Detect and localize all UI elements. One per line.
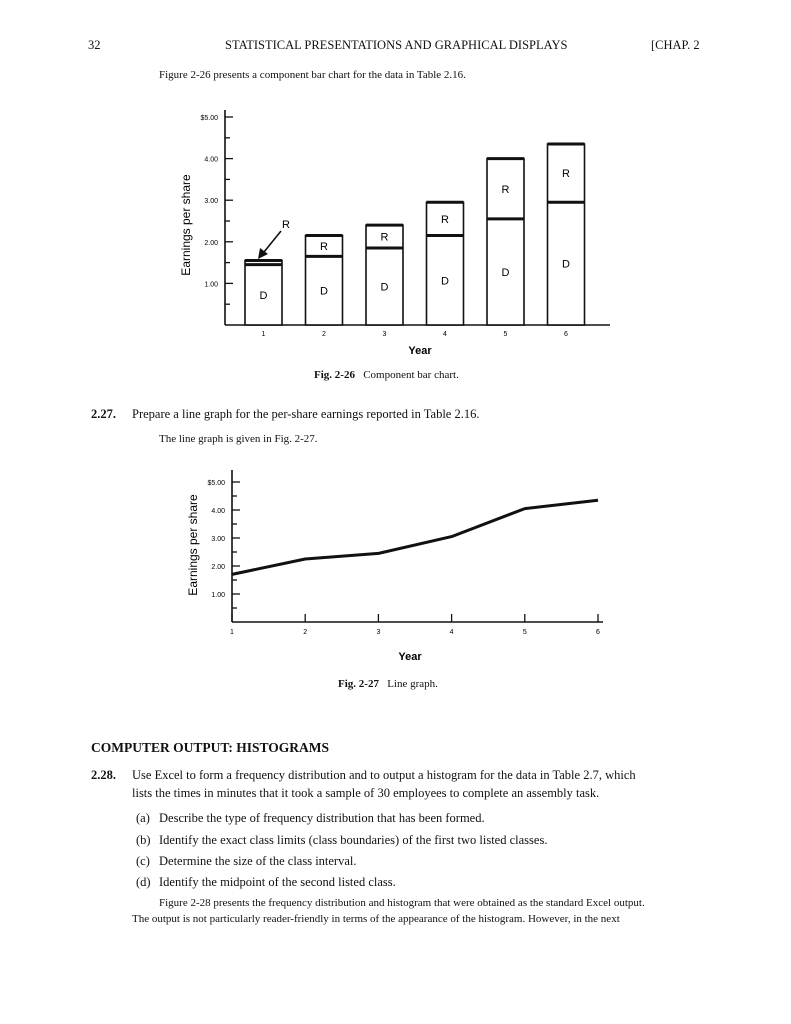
segment-label-d: D (441, 275, 449, 288)
line-graph (175, 465, 615, 670)
fig27-caption-text: Line graph. (387, 678, 438, 690)
y-tick-label: 3.00 (204, 198, 218, 206)
x-tick-label: 5 (522, 629, 527, 636)
segment-label-d: D (562, 258, 570, 271)
segment-label-d: D (380, 281, 389, 294)
chapter-label: [CHAP. 2 (651, 38, 700, 52)
x-tick-label: 5 (503, 331, 508, 338)
arrow-line (264, 231, 281, 252)
item-text: Describe the type of frequency distribution that has been formed. (159, 811, 485, 825)
arrow-label-r: R (282, 219, 290, 231)
x-axis-label: Year (408, 345, 432, 357)
item-label: (c) (136, 854, 150, 868)
para-line2: The output is not particularly reader-friendly in terms of the appearance of the histogram. However, in the next (132, 913, 620, 925)
y-axis-label: Earnings per share (186, 494, 200, 596)
x-tick-label: 2 (303, 629, 308, 636)
fig26-caption (314, 368, 459, 383)
x-tick-label: 2 (322, 331, 326, 338)
y-tick-label: 2.00 (211, 564, 225, 571)
y-tick-label: 1.00 (204, 281, 218, 289)
problem-228-line2: lists the times in minutes that it took a sample of 30 employees to complete an assembly task. (132, 786, 600, 800)
y-tick-label: 4.00 (211, 508, 225, 515)
item-label: (b) (136, 833, 151, 847)
x-axis-label: Year (398, 651, 422, 663)
problem-227-number: 2.27. (91, 407, 116, 421)
x-tick-label: 3 (376, 629, 381, 636)
y-tick-label: $5.00 (200, 115, 218, 122)
segment-label-r: R (501, 183, 510, 196)
x-tick-label: 1 (261, 331, 266, 338)
fig26-caption-label: Fig. 2-26 (314, 369, 355, 381)
page-number: 32 (88, 38, 101, 52)
segment-label-d: D (320, 285, 328, 298)
running-title: STATISTICAL PRESENTATIONS AND GRAPHICAL DISPLAYS (225, 38, 568, 52)
item-text: Determine the size of the class interval. (159, 854, 357, 868)
x-tick-label: 6 (596, 629, 600, 636)
x-tick-label: 4 (443, 331, 447, 338)
segment-label-r: R (320, 240, 328, 253)
problem-228-number: 2.28. (91, 768, 116, 782)
earnings-line (232, 500, 598, 574)
y-tick-label: 1.00 (211, 592, 225, 599)
item-label: (a) (136, 811, 150, 825)
segment-label-d: D (259, 289, 268, 302)
item-text: Identify the exact class limits (class boundaries) of the first two listed classes. (159, 833, 548, 847)
x-tick-label: 1 (230, 629, 234, 636)
item-label: (d) (136, 875, 151, 889)
segment-label-d: D (501, 266, 510, 279)
problem-227-answer: The line graph is given in Fig. 2-27. (159, 433, 318, 445)
x-tick-label: 4 (449, 629, 454, 636)
segment-label-r: R (441, 213, 449, 226)
fig27-caption-label: Fig. 2-27 (338, 678, 379, 690)
segment-label-r: R (562, 168, 570, 181)
y-tick-label: $5.00 (207, 480, 225, 487)
intro-text: Figure 2-26 presents a component bar chart for the data in Table 2.16. (159, 69, 466, 81)
item-text: Identify the midpoint of the second listed class. (159, 875, 396, 889)
problem-227-text: Prepare a line graph for the per-share earnings reported in Table 2.16. (132, 407, 480, 421)
y-tick-label: 4.00 (204, 156, 218, 164)
x-tick-label: 6 (564, 331, 568, 338)
section-heading: COMPUTER OUTPUT: HISTOGRAMS (91, 740, 330, 755)
y-axis-label: Earnings per share (179, 174, 193, 276)
x-tick-label: 3 (382, 331, 387, 338)
y-tick-label: 3.00 (211, 536, 225, 543)
segment-label-r: R (380, 231, 389, 244)
fig26-caption-text: Component bar chart. (363, 369, 459, 381)
para-line1: Figure 2-28 presents the frequency distribution and histogram that were obtained as the standard Excel output. (159, 897, 645, 909)
problem-228-line1: Use Excel to form a frequency distribution and to output a histogram for the data in Table 2.7, which (132, 768, 636, 782)
component-bar-chart (160, 100, 630, 365)
y-tick-label: 2.00 (204, 239, 218, 247)
fig27-caption (338, 677, 438, 692)
